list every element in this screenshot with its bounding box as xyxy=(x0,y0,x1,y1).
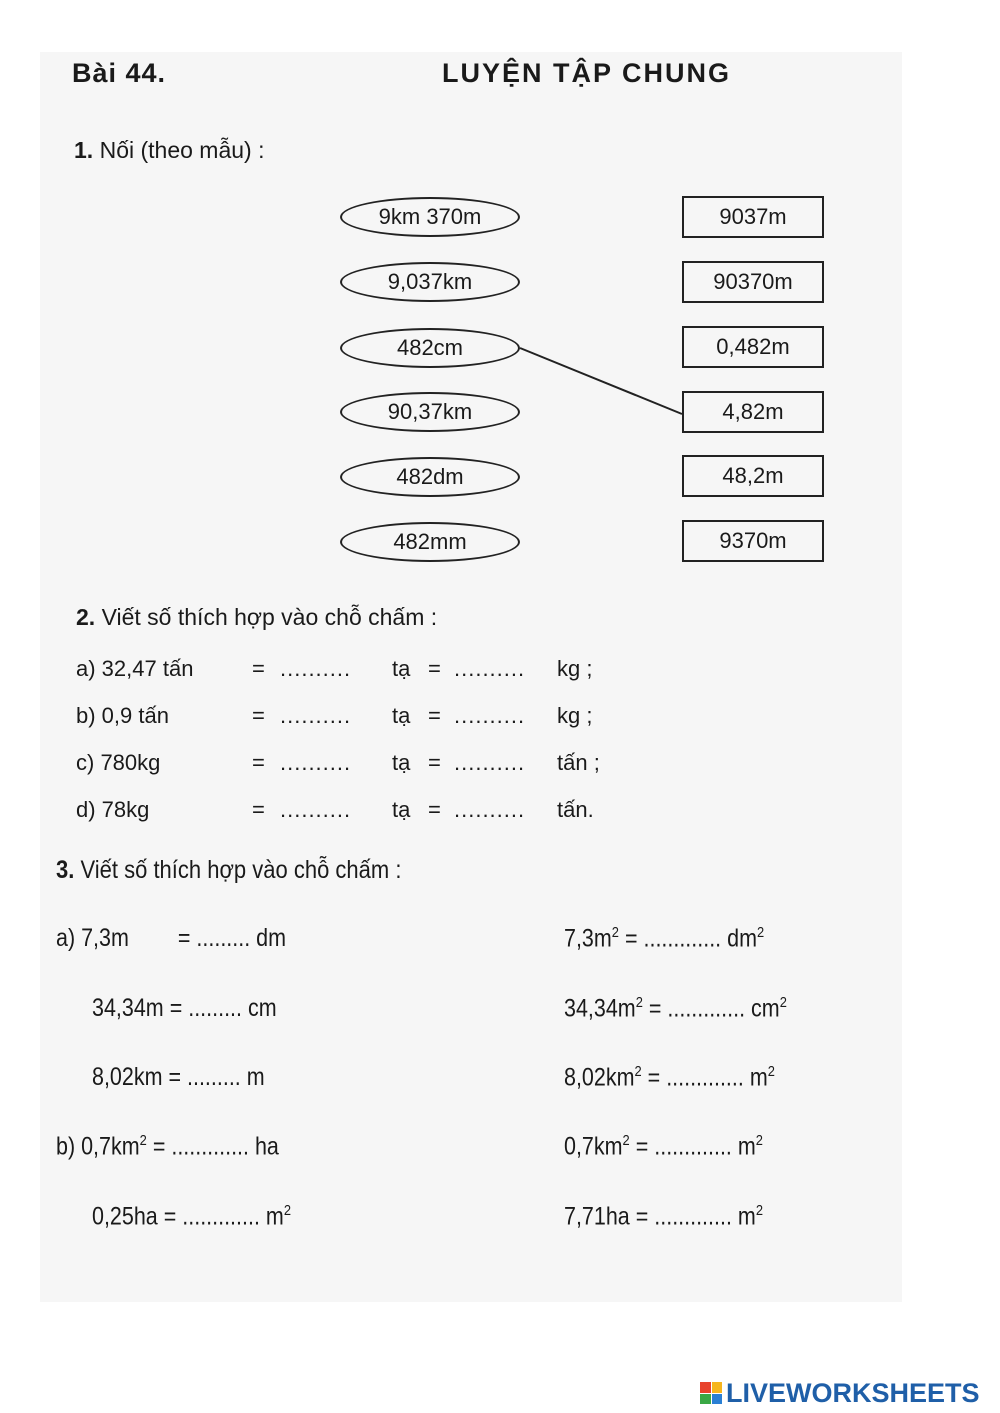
answer-blank[interactable]: .......... xyxy=(454,750,526,775)
answer-blank[interactable]: .......... xyxy=(454,703,526,728)
q3-answer-blank[interactable]: = ............. m xyxy=(163,1202,284,1231)
q1-right-item[interactable]: 0,482m xyxy=(682,326,824,368)
logo-square xyxy=(700,1382,711,1393)
q3-answer-blank[interactable]: = ............. cm xyxy=(648,994,780,1023)
q3-quantity: 0,7km xyxy=(564,1132,623,1161)
equals-sign: = xyxy=(252,750,265,775)
q2-number: 2. xyxy=(76,604,96,630)
q3-left-row-3 xyxy=(92,1063,265,1092)
unit-label: tạ xyxy=(392,703,411,728)
q3-right-row-1 xyxy=(564,924,764,953)
equals-sign: = xyxy=(252,703,265,728)
answer-blank[interactable]: .......... xyxy=(280,750,352,775)
q3-answer-blank[interactable]: = ............. m xyxy=(647,1063,768,1092)
q2-title xyxy=(76,604,437,631)
q3-quantity: 7,3m xyxy=(81,924,129,952)
q3-answer-blank[interactable]: = ............. m xyxy=(635,1132,756,1161)
equals-sign: = xyxy=(428,656,441,681)
q3-quantity: 0,7km xyxy=(81,1132,140,1161)
q3-left-row-2 xyxy=(92,994,277,1023)
exponent: 2 xyxy=(622,1132,630,1149)
q3-part-label: b) xyxy=(56,1132,76,1161)
q1-right-item[interactable]: 4,82m xyxy=(682,391,824,433)
logo-square xyxy=(712,1382,723,1393)
exponent: 2 xyxy=(634,1063,642,1080)
q3-answer-blank[interactable]: = ............. m xyxy=(635,1202,756,1231)
q3-answer-blank[interactable]: = ............. dm xyxy=(624,924,757,953)
q3-number: 3. xyxy=(56,856,75,884)
unit-label: kg ; xyxy=(557,656,593,681)
unit-label: tấn. xyxy=(557,797,594,822)
q1-right-item[interactable]: 9037m xyxy=(682,196,824,238)
q3-left-row-5 xyxy=(92,1202,291,1231)
equals-sign: = xyxy=(252,656,265,681)
q2-label: b) 0,9 tấn xyxy=(76,703,169,728)
q2-label: c) 780kg xyxy=(76,750,161,775)
q1-left-item[interactable]: 482cm xyxy=(340,328,520,368)
q1-left-item[interactable]: 90,37km xyxy=(340,392,520,432)
q3-instruction: Viết số thích hợp vào chỗ chấm : xyxy=(80,856,402,884)
q1-left-item[interactable]: 9,037km xyxy=(340,262,520,302)
exponent: 2 xyxy=(611,924,619,941)
q3-answer-blank[interactable]: = ............. ha xyxy=(152,1132,279,1161)
q3-right-row-3 xyxy=(564,1063,775,1092)
answer-blank[interactable]: .......... xyxy=(280,656,352,681)
unit-label: kg ; xyxy=(557,703,593,728)
liveworksheets-logo[interactable] xyxy=(700,1378,980,1408)
liveworksheets-logo-icon xyxy=(700,1382,722,1404)
unit-label: tạ xyxy=(392,797,411,822)
q3-quantity: 0,25ha xyxy=(92,1202,158,1231)
q3-part-label: a) xyxy=(56,924,76,952)
q3-answer-blank[interactable]: = ......... dm xyxy=(177,924,287,952)
q1-instruction: Nối (theo mẫu) : xyxy=(99,137,265,163)
answer-blank[interactable]: .......... xyxy=(280,703,352,728)
liveworksheets-brand: LIVEWORKSHEETS xyxy=(726,1377,980,1408)
q2-instruction: Viết số thích hợp vào chỗ chấm : xyxy=(101,604,438,630)
q3-right-row-2 xyxy=(564,994,787,1023)
q3-answer-blank[interactable]: = ......... cm xyxy=(169,994,277,1022)
q1-title xyxy=(74,137,264,164)
exponent: 2 xyxy=(139,1132,147,1149)
q3-left-row-4 xyxy=(56,1132,279,1161)
equals-sign: = xyxy=(428,703,441,728)
q1-left-item[interactable]: 482mm xyxy=(340,522,520,562)
q3-answer-blank[interactable]: = ......... m xyxy=(168,1063,265,1091)
q2-label: d) 78kg xyxy=(76,797,150,822)
logo-square xyxy=(700,1394,711,1405)
q1-right-item[interactable]: 9370m xyxy=(682,520,824,562)
q3-quantity: 7,71ha xyxy=(564,1202,630,1231)
q3-quantity: 7,3m xyxy=(564,924,612,953)
q3-quantity: 8,02km xyxy=(564,1063,635,1092)
q3-title xyxy=(56,856,401,885)
q3-quantity: 34,34m xyxy=(564,994,636,1023)
page-title: LUYỆN TẬP CHUNG xyxy=(442,58,732,88)
exponent: 2 xyxy=(755,1132,763,1149)
q1-left-item[interactable]: 9km 370m xyxy=(340,197,520,237)
q1-number: 1. xyxy=(74,137,94,163)
q3-right-row-4 xyxy=(564,1132,763,1161)
unit-label: tạ xyxy=(392,750,411,775)
logo-square xyxy=(712,1394,723,1405)
q3-quantity: 8,02km xyxy=(92,1063,163,1091)
q3-right-row-5 xyxy=(564,1202,763,1231)
q2-label: a) 32,47 tấn xyxy=(76,656,194,681)
exponent: 2 xyxy=(283,1202,291,1219)
exponent: 2 xyxy=(756,924,765,941)
exponent: 2 xyxy=(779,994,787,1011)
q3-quantity: 34,34m xyxy=(92,994,164,1022)
q1-left-item[interactable]: 482dm xyxy=(340,457,520,497)
q3-left-row-1 xyxy=(56,924,286,953)
exponent: 2 xyxy=(755,1202,763,1219)
exponent: 2 xyxy=(767,1063,775,1080)
answer-blank[interactable]: .......... xyxy=(454,797,526,822)
equals-sign: = xyxy=(428,750,441,775)
unit-label: tạ xyxy=(392,656,411,681)
equals-sign: = xyxy=(428,797,441,822)
unit-label: tấn ; xyxy=(557,750,600,775)
q1-right-item[interactable]: 48,2m xyxy=(682,455,824,497)
answer-blank[interactable]: .......... xyxy=(454,656,526,681)
answer-blank[interactable]: .......... xyxy=(280,797,352,822)
lesson-number: Bài 44. xyxy=(72,58,167,88)
q1-right-item[interactable]: 90370m xyxy=(682,261,824,303)
equals-sign: = xyxy=(252,797,265,822)
exponent: 2 xyxy=(635,994,643,1011)
